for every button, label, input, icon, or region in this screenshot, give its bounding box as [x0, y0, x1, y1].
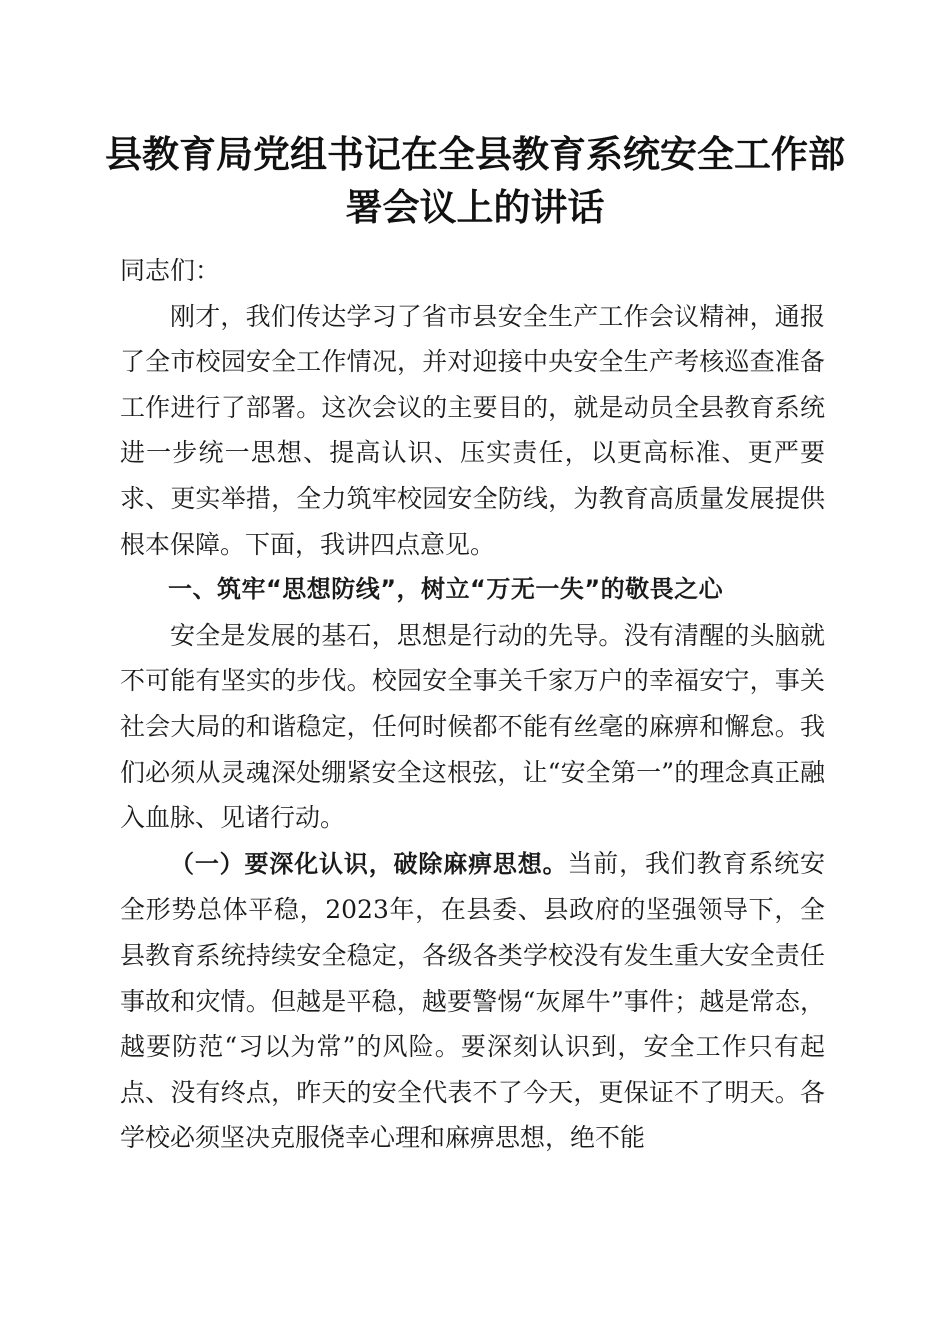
intro-paragraph: 刚才，我们传达学习了省市县安全生产工作会议精神，通报了全市校园安全工作情况，并对迎接中央安全生产考核巡查准备工作进行了部署。这次会议的主要目的，就是动员全县教育系统进一步统一思想、提高认识、压实责任，以更高标准、更严要求、更实举措，全力筑牢校园安全防线，为教育高质量发展提供根本保障。下面，我讲四点意见。 — [120, 301, 825, 559]
section-one-heading: 一、筑牢“思想防线”，树立“万无一失”的敬畏之心 — [168, 575, 724, 604]
subsection-one-body: 当前，我们教育系统安全形势总体平稳，2023年，在县委、县政府的坚强领导下，全县教育系统持续安全稳定，各级各类学校没有发生重大安全责任事故和灾情。但越是平稳，越要警惕“灰犀牛”事件；越是常态，越要防范“习以为常”的风险。要深刻认识到，安全工作只有起点、没有终点，昨天的安全代表不了今天，更保证不了明天。各学校必须坚决克服侥幸心理和麻痹思想，绝不能 — [120, 848, 825, 1153]
subsection-one-paragraph — [120, 841, 825, 1161]
document-title: 县教育局党组书记在全县教育系统安全工作部署会议上的讲话 — [105, 132, 845, 229]
document-body — [120, 248, 825, 1161]
salutation: 同志们： — [120, 256, 221, 285]
section-one-paragraph: 安全是发展的基石，思想是行动的先导。没有清醒的头脑就不可能有坚实的步伐。校园安全事关千家万户的幸福安宁，事关社会大局的和谐稳定，任何时候都不能有丝毫的麻痹和懈怠。我们必须从灵魂深处绷紧安全这根弦，让“安全第一”的理念真正融入血脉、见诸行动。 — [120, 620, 825, 833]
subsection-one-heading: （一）要深化认识，破除麻痹思想。 — [170, 849, 568, 878]
